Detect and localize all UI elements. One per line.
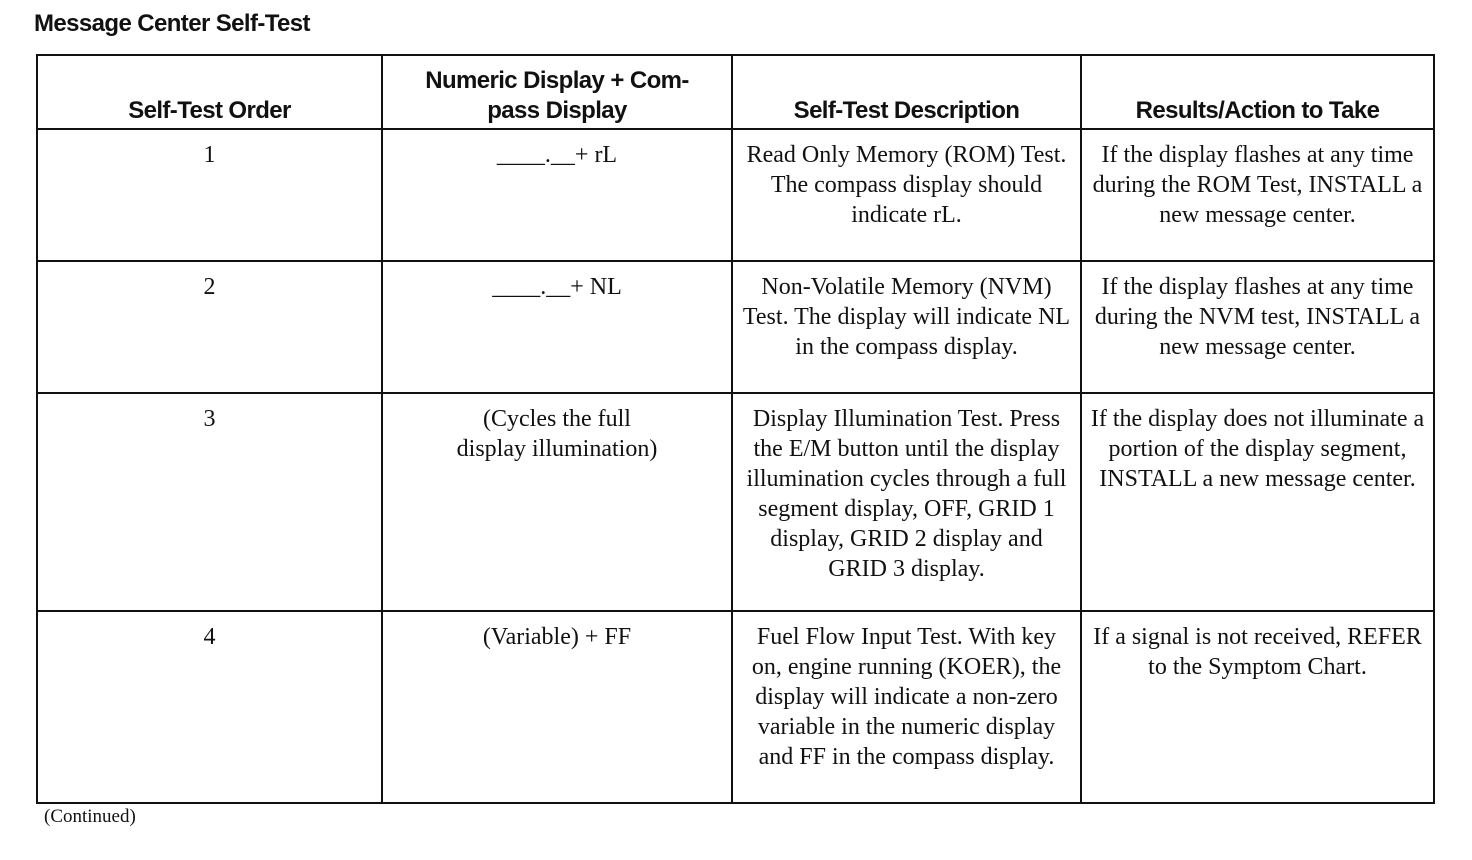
display-cell: (Variable) + FF [382, 611, 732, 803]
order-cell: 2 [37, 261, 382, 393]
description-cell: Read Only Memory (ROM) Test. The compass display should indicate rL. [732, 129, 1081, 261]
action-cell: If the display does not illuminate a portion of the display segment, INSTALL a new message center. [1081, 393, 1434, 611]
description-cell: Fuel Flow Input Test. With key on, engine running (KOER), the display will indicate a non-zero variable in the numeric display and FF in the compass display. [732, 611, 1081, 803]
table-row [37, 393, 1434, 611]
page-title: Message Center Self-Test [34, 10, 310, 37]
table-row [37, 611, 1434, 803]
order-cell: 3 [37, 393, 382, 611]
action-cell: If the display flashes at any time during the ROM Test, INSTALL a new message center. [1081, 129, 1434, 261]
header-self-test-description: Self-Test Description [732, 55, 1081, 129]
table-row [37, 129, 1434, 261]
table-header-row [37, 55, 1434, 129]
self-test-table [36, 54, 1435, 804]
action-cell: If a signal is not received, REFER to the Symptom Chart. [1081, 611, 1434, 803]
display-cell: (Cycles the full display illumination) [382, 393, 732, 611]
description-cell: Display Illumination Test. Press the E/M button until the display illumination cycles through a full segment display, OFF, GRID 1 display, GRID 2 display and GRID 3 display. [732, 393, 1081, 611]
table-row [37, 261, 1434, 393]
order-cell: 4 [37, 611, 382, 803]
description-cell: Non-Volatile Memory (NVM) Test. The display will indicate NL in the compass display. [732, 261, 1081, 393]
header-numeric-compass-display: Numeric Display + Com- pass Display [382, 55, 732, 129]
action-cell: If the display flashes at any time during the NVM test, INSTALL a new message center. [1081, 261, 1434, 393]
display-cell: ____.__+ rL [382, 129, 732, 261]
header-self-test-order: Self-Test Order [37, 55, 382, 129]
display-cell: ____.__+ NL [382, 261, 732, 393]
header-results-action: Results/Action to Take [1081, 55, 1434, 129]
order-cell: 1 [37, 129, 382, 261]
continued-note: (Continued) [44, 806, 136, 827]
